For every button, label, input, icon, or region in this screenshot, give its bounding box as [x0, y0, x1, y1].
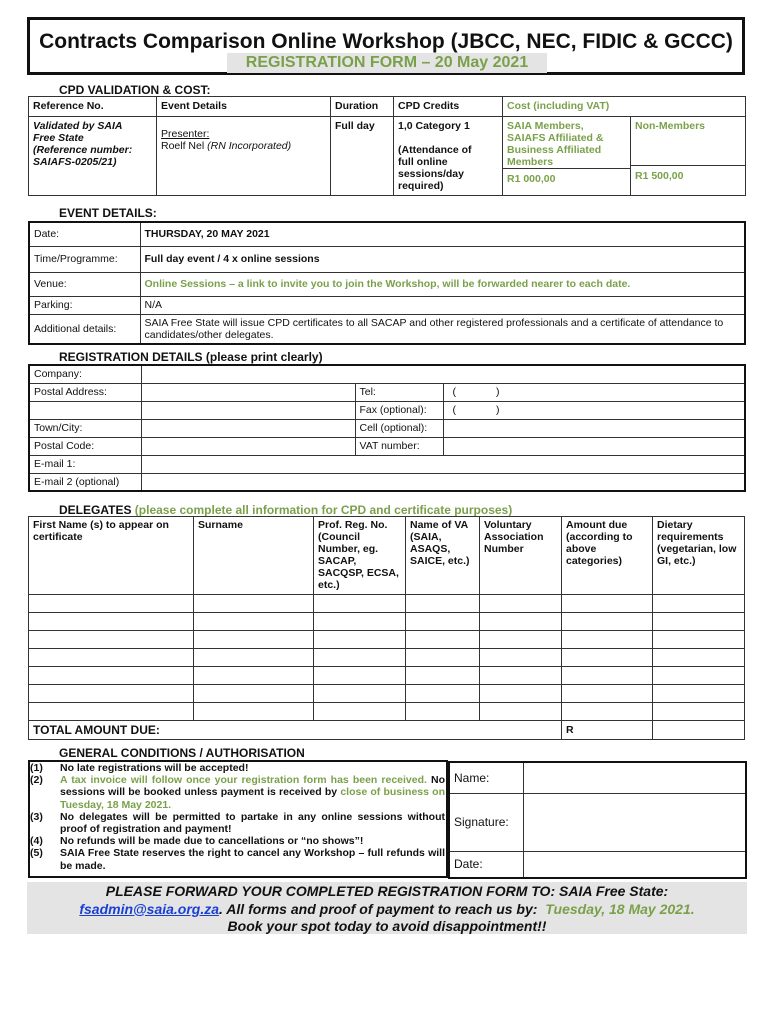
credits-line: required) — [398, 180, 444, 192]
delegate-cell[interactable] — [314, 685, 406, 703]
delegate-cell[interactable] — [29, 631, 194, 649]
col-va-number: Voluntary Association Number — [480, 517, 562, 595]
registration-section-title: REGISTRATION DETAILS (please print clearly) — [59, 350, 323, 364]
delegate-cell[interactable] — [562, 595, 653, 613]
event-parking-value: N/A — [140, 296, 745, 314]
delegate-cell[interactable] — [653, 649, 745, 667]
members-line: Members — [507, 156, 554, 168]
condition-text-plain: No sessions will be booked unless payment is received by — [60, 774, 445, 799]
delegate-cell[interactable] — [406, 631, 480, 649]
condition-text — [60, 774, 445, 811]
delegate-cell[interactable] — [194, 703, 314, 721]
delegate-cell[interactable] — [480, 667, 562, 685]
delegate-cell[interactable] — [194, 667, 314, 685]
company-field[interactable] — [141, 365, 745, 383]
email1-field[interactable] — [141, 455, 745, 473]
delegate-cell[interactable] — [480, 703, 562, 721]
table-row — [29, 595, 745, 613]
event-parking-label: Parking: — [29, 296, 140, 314]
condition-item — [30, 847, 445, 871]
col-prof-reg: Prof. Reg. No. (Council Number, eg. SACAP, SACQSP, ECSA, etc.) — [314, 517, 406, 595]
delegate-cell[interactable] — [314, 595, 406, 613]
tel-label: Tel: — [355, 383, 443, 401]
condition-text: No refunds will be made due to cancellations or “no shows”! — [60, 835, 364, 848]
delegate-cell[interactable] — [194, 595, 314, 613]
delegate-cell[interactable] — [562, 649, 653, 667]
cpd-section-title: CPD VALIDATION & COST: — [59, 83, 211, 97]
delegate-cell[interactable] — [29, 685, 194, 703]
footer-notice — [27, 882, 747, 934]
credits-line: (Attendance of — [398, 144, 472, 156]
town-field[interactable] — [141, 419, 355, 437]
presenter — [161, 140, 326, 152]
footer-line-2-text: . All forms and proof of payment to reach us by: — [219, 900, 538, 917]
delegate-cell[interactable] — [406, 595, 480, 613]
delegates-title: DELEGATES — [59, 503, 132, 517]
cpd-table — [28, 96, 746, 196]
footer-line-1: PLEASE FORWARD YOUR COMPLETED REGISTRATION FORM TO: SAIA Free State: — [105, 883, 669, 899]
event-additional-label: Additional details: — [29, 314, 140, 344]
table-row — [29, 613, 745, 631]
cpd-credits — [394, 117, 503, 196]
postal-code-field[interactable] — [141, 437, 355, 455]
delegate-cell[interactable] — [406, 667, 480, 685]
signature-label: Signature: — [449, 793, 523, 851]
fax-field[interactable] — [443, 401, 745, 419]
event-date-value: THURSDAY, 20 MAY 2021 — [140, 222, 745, 246]
date-field[interactable] — [523, 851, 746, 878]
delegate-cell[interactable] — [314, 613, 406, 631]
condition-item — [30, 835, 445, 847]
postal-address-line-2[interactable] — [29, 401, 141, 419]
table-row — [29, 685, 745, 703]
name-label: Name: — [449, 762, 523, 793]
event-venue-label: Venue: — [29, 272, 140, 296]
paren-close: ) — [496, 386, 500, 398]
condition-text: SAIA Free State reserves the right to cancel any Workshop – full refunds will be made. — [60, 847, 445, 872]
credits-line: full online — [398, 156, 448, 168]
cpd-header-credits: CPD Credits — [394, 97, 503, 117]
delegate-cell[interactable] — [480, 631, 562, 649]
delegate-cell[interactable] — [29, 649, 194, 667]
company-label: Company: — [29, 365, 141, 383]
tel-field[interactable] — [443, 383, 745, 401]
delegate-cell[interactable] — [406, 649, 480, 667]
delegate-cell[interactable] — [314, 703, 406, 721]
cpd-header-event: Event Details — [157, 97, 331, 117]
paren-close: ) — [496, 404, 500, 416]
delegate-cell[interactable] — [653, 685, 745, 703]
non-members-label: Non-Members — [635, 120, 706, 132]
delegates-note: (please complete all information for CPD and certificate purposes) — [134, 503, 513, 517]
event-time-label: Time/Programme: — [29, 246, 140, 272]
condition-num: (1) — [30, 762, 43, 774]
postal-address-field[interactable] — [141, 383, 355, 401]
members-line: SAIA Members, — [507, 120, 584, 132]
conditions-section-title: GENERAL CONDITIONS / AUTHORISATION — [59, 746, 305, 760]
condition-num: (5) — [30, 847, 43, 860]
cpd-members — [503, 117, 631, 196]
cpd-reference — [29, 117, 157, 196]
delegate-cell[interactable] — [194, 631, 314, 649]
delegate-cell[interactable] — [480, 685, 562, 703]
condition-num: (3) — [30, 810, 43, 823]
cpd-header-ref: Reference No. — [29, 97, 157, 117]
delegate-cell[interactable] — [562, 667, 653, 685]
delegate-cell[interactable] — [194, 685, 314, 703]
non-member-price: R1 500,00 — [631, 165, 745, 186]
condition-item — [30, 811, 445, 835]
table-row — [29, 667, 745, 685]
delegate-cell[interactable] — [653, 667, 745, 685]
table-row — [29, 631, 745, 649]
col-dietary: Dietary requirements (vegetarian, low GI, etc.) — [653, 517, 745, 595]
paren-open: ( — [452, 404, 456, 416]
footer-email-link[interactable]: fsadmin@saia.org.za — [79, 900, 220, 917]
delegate-cell[interactable] — [480, 649, 562, 667]
paren-open: ( — [452, 386, 456, 398]
condition-num: (4) — [30, 835, 43, 848]
vat-label: VAT number: — [355, 437, 443, 455]
event-time-value: Full day event / 4 x online sessions — [140, 246, 745, 272]
delegates-table — [28, 516, 745, 740]
cpd-event-details — [157, 117, 331, 196]
members-line: Business Affiliated — [507, 144, 602, 156]
presenter-name: Roelf Nel — [161, 140, 205, 152]
signature-field[interactable] — [523, 793, 746, 851]
delegate-cell[interactable] — [653, 613, 745, 631]
condition-text: No late registrations will be accepted! — [60, 762, 249, 774]
postal-address-label: Postal Address: — [29, 383, 141, 401]
page-subtitle: REGISTRATION FORM – 20 May 2021 — [227, 53, 547, 73]
event-additional-value: SAIA Free State will issue CPD certificates to all SACAP and other registered professionals and a certificate of attendance to candidates/other delegates. — [140, 314, 745, 344]
cpd-header-cost: Cost (including VAT) — [503, 97, 746, 117]
col-first-name: First Name (s) to appear on certificate — [29, 517, 194, 595]
email1-label: E-mail 1: — [29, 455, 141, 473]
delegate-cell[interactable] — [314, 649, 406, 667]
town-label: Town/City: — [29, 419, 141, 437]
delegate-cell[interactable] — [29, 667, 194, 685]
conditions-list — [30, 762, 445, 872]
credits-line: sessions/day — [398, 168, 464, 180]
members-line: SAIAFS Affiliated & — [507, 132, 604, 144]
delegate-cell[interactable] — [480, 613, 562, 631]
delegate-cell[interactable] — [653, 595, 745, 613]
delegate-cell[interactable] — [480, 595, 562, 613]
delegate-cell[interactable] — [562, 685, 653, 703]
condition-item — [30, 762, 445, 774]
credits-line: 1,0 Category 1 — [398, 120, 470, 132]
cpd-duration: Full day — [331, 117, 394, 196]
col-surname: Surname — [194, 517, 314, 595]
footer-line-2 — [27, 901, 747, 919]
total-label: TOTAL AMOUNT DUE: — [29, 721, 562, 740]
event-table — [28, 221, 746, 345]
delegate-cell[interactable] — [653, 631, 745, 649]
footer-deadline: Tuesday, 18 May 2021. — [545, 900, 695, 917]
vat-field[interactable] — [443, 437, 745, 455]
table-row — [29, 649, 745, 667]
postal-address-field-2[interactable] — [141, 401, 355, 419]
footer-line-3: Book your spot today to avoid disappointment!! — [227, 918, 547, 934]
signature-table — [448, 761, 747, 879]
delegates-section-title — [59, 503, 512, 517]
registration-table — [28, 364, 746, 492]
total-blank — [653, 721, 745, 740]
delegate-cell[interactable] — [29, 703, 194, 721]
form-header — [27, 17, 745, 75]
delegate-cell[interactable] — [406, 703, 480, 721]
presenter-company: (RN Incorporated) — [207, 140, 292, 152]
delegate-cell[interactable] — [406, 613, 480, 631]
delegate-cell[interactable] — [314, 667, 406, 685]
ref-line: SAIAFS-0205/21) — [33, 156, 117, 168]
condition-text: No delegates will be permitted to partake in any online sessions without proof of registration and payment! — [60, 810, 445, 836]
name-field[interactable] — [523, 762, 746, 793]
delegate-cell[interactable] — [562, 631, 653, 649]
cell-label: Cell (optional): — [355, 419, 443, 437]
delegate-cell[interactable] — [314, 631, 406, 649]
member-price: R1 000,00 — [503, 168, 630, 189]
date-label: Date: — [449, 851, 523, 878]
event-section-title: EVENT DETAILS: — [59, 206, 157, 220]
page-title: Contracts Comparison Online Workshop (JBCC, NEC, FIDIC & GCCC) — [39, 30, 733, 53]
condition-text-green-2: close of business on Tuesday, 18 May 2021. — [60, 786, 446, 811]
total-row — [29, 721, 745, 740]
delegate-cell[interactable] — [562, 703, 653, 721]
delegate-cell[interactable] — [406, 685, 480, 703]
email2-field[interactable] — [141, 473, 745, 491]
col-amount: Amount due (according to above categories) — [562, 517, 653, 595]
event-venue-value: Online Sessions – a link to invite you to join the Workshop, will be forwarded nearer to each date. — [140, 272, 745, 296]
condition-num: (2) — [30, 774, 43, 787]
cpd-header-duration: Duration — [331, 97, 394, 117]
total-amount[interactable]: R — [562, 721, 653, 740]
delegate-cell[interactable] — [653, 703, 745, 721]
cpd-non-members — [631, 117, 746, 196]
event-date-label: Date: — [29, 222, 140, 246]
table-row — [29, 703, 745, 721]
ref-line: (Reference number: — [33, 144, 133, 156]
delegate-cell[interactable] — [562, 613, 653, 631]
ref-line: Validated by SAIA — [33, 120, 123, 132]
condition-text-green: A tax invoice will follow once your registration form has been received. — [60, 774, 427, 787]
delegate-cell[interactable] — [194, 613, 314, 631]
delegate-cell[interactable] — [194, 649, 314, 667]
delegate-cell[interactable] — [29, 595, 194, 613]
postal-code-label: Postal Code: — [29, 437, 141, 455]
condition-item — [30, 774, 445, 811]
delegate-cell[interactable] — [29, 613, 194, 631]
cell-field[interactable] — [443, 419, 745, 437]
col-va-name: Name of VA (SAIA, ASAQS, SAICE, etc.) — [406, 517, 480, 595]
fax-label: Fax (optional): — [355, 401, 443, 419]
ref-line: Free State — [33, 132, 84, 144]
presenter-label: Presenter: — [161, 128, 210, 140]
email2-label: E-mail 2 (optional) — [29, 473, 141, 491]
